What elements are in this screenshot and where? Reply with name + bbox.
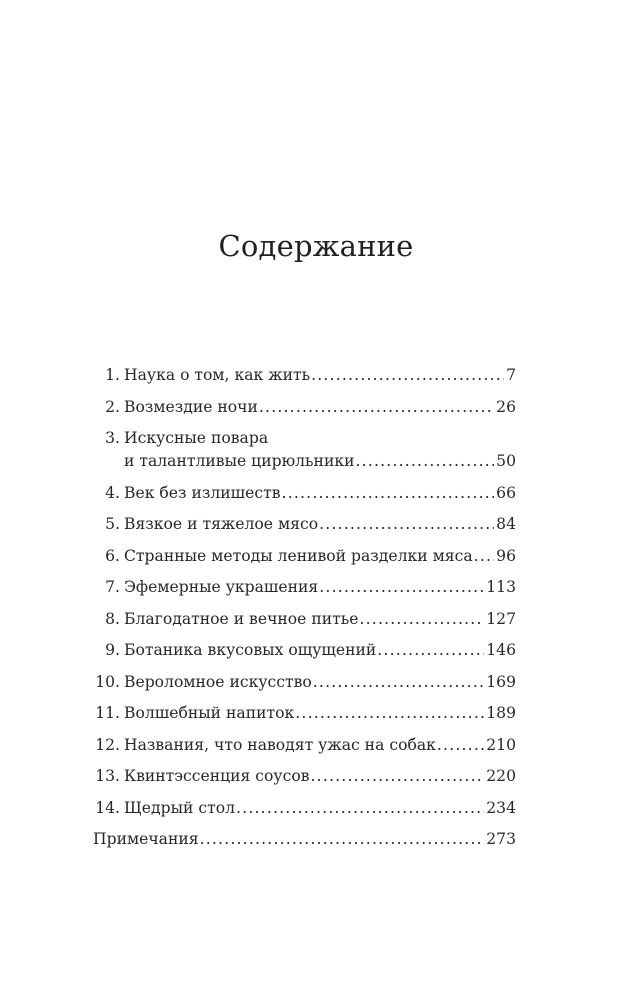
dot-leader (313, 671, 484, 694)
toc-entry-10[interactable] (93, 671, 516, 694)
page-number: 7 (506, 366, 516, 384)
chapter-number: 14. (95, 798, 120, 817)
dot-leader (295, 702, 484, 725)
chapter-number: 7. (105, 578, 120, 596)
dot-leader (359, 608, 484, 631)
chapter-title-line-1: Искусные повара (124, 429, 269, 447)
chapter-title-line-2: и талантливые цирюльники (124, 452, 355, 470)
dot-leader (355, 450, 494, 473)
chapter-title: Наука о том, как жить (124, 366, 311, 384)
page-title: Содержание (218, 229, 414, 263)
chapter-title: Возмездие ночи (124, 397, 258, 416)
toc-entry-1[interactable] (93, 364, 516, 387)
page-number: 210 (486, 735, 516, 754)
chapter-number: 6. (105, 546, 120, 565)
toc-entry-8[interactable] (93, 608, 516, 631)
chapter-title: Ботаника вкусовых ощущений (124, 641, 377, 659)
chapter-number: 11. (95, 704, 120, 722)
dot-leader (200, 828, 485, 851)
dot-leader (259, 396, 494, 419)
chapter-number: 3. (105, 429, 120, 447)
toc-entry-2[interactable] (93, 396, 516, 419)
toc-entry-9[interactable] (93, 639, 516, 662)
chapter-number: 8. (105, 609, 120, 628)
dot-leader (437, 734, 484, 757)
page-number: 84 (496, 515, 516, 533)
chapter-number: 4. (105, 483, 120, 502)
dot-leader (319, 576, 484, 599)
dot-leader (319, 513, 494, 536)
chapter-number: 5. (105, 515, 120, 533)
toc-entry-notes[interactable] (93, 828, 516, 851)
chapter-title: Эфемерные украшения (124, 578, 319, 596)
page-number: 220 (486, 767, 516, 785)
chapter-title: Благодатное и вечное питье (124, 609, 359, 628)
chapter-title: Вероломное искусство (124, 672, 312, 691)
toc-entry-5[interactable] (93, 513, 516, 536)
toc-entry-4[interactable] (93, 482, 516, 505)
chapter-title: Волшебный напиток (124, 704, 295, 722)
dot-leader (311, 765, 485, 788)
chapter-number: 13. (95, 767, 120, 785)
page-number: 146 (486, 641, 516, 659)
page-number: 50 (496, 452, 516, 470)
notes-title: Примечания (93, 830, 199, 848)
chapter-number: 2. (105, 397, 120, 416)
page-number: 96 (496, 546, 516, 565)
page-number: 113 (486, 578, 516, 596)
chapter-title: Названия, что наводят ужас на собак (124, 735, 436, 754)
page-number: 273 (486, 830, 516, 848)
table-of-contents (93, 364, 516, 860)
toc-entry-13[interactable] (93, 765, 516, 788)
dot-leader (474, 545, 495, 568)
page-number: 66 (496, 483, 516, 502)
chapter-number: 10. (95, 672, 120, 691)
toc-entry-12[interactable] (93, 734, 516, 757)
page-number: 169 (486, 672, 516, 691)
toc-entry-6[interactable] (93, 545, 516, 568)
toc-entry-7[interactable] (93, 576, 516, 599)
dot-leader (282, 482, 495, 505)
dot-leader (236, 797, 484, 820)
toc-entry-14[interactable] (93, 797, 516, 820)
page-number: 26 (496, 397, 516, 416)
toc-entry-3[interactable] (93, 427, 516, 473)
chapter-title: Квинтэссенция соусов (124, 767, 310, 785)
chapter-title: Век без излишеств (124, 483, 281, 502)
page-number: 234 (486, 798, 516, 817)
dot-leader (377, 639, 484, 662)
chapter-number: 1. (105, 366, 120, 384)
chapter-title: Щедрый стол (124, 798, 236, 817)
dot-leader (311, 364, 504, 387)
page-number: 127 (486, 609, 516, 628)
page-number: 189 (486, 704, 516, 722)
chapter-title: Вязкое и тяжелое мясо (124, 515, 319, 533)
chapter-number: 12. (95, 735, 120, 754)
chapter-title: Странные методы ленивой разделки мяса (124, 546, 473, 565)
toc-entry-11[interactable] (93, 702, 516, 725)
chapter-number: 9. (105, 641, 120, 659)
